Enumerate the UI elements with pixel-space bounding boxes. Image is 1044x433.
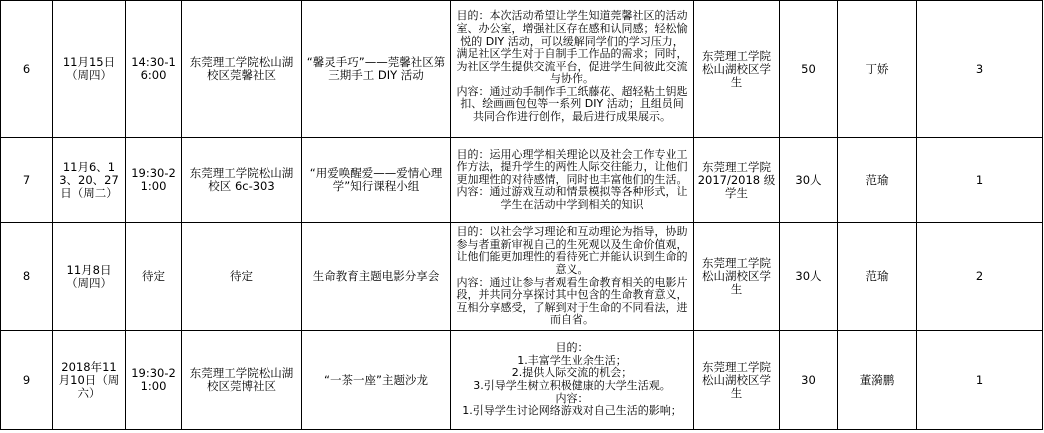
row-participants: 东莞理工学院松山湖校区学生 (694, 331, 780, 430)
description-purpose-heading: 目的： (555, 341, 589, 355)
row-count: 30人 (780, 223, 838, 331)
description-content: 内容：通过让参与者观看生命教育相关的电影片段，并共同分享探讨其中包含的生命教育意义，互相分享感受，了解到对于生命的不同看法，进而自省。 (456, 275, 688, 327)
row-description (451, 1, 694, 138)
row-participants: 东莞理工学院松山湖校区学生 (694, 223, 780, 331)
row-time: 19:30-21:00 (126, 331, 182, 430)
row-description (451, 331, 694, 430)
description-item: 3.引导学生树立积极健康的大学生活观。 (473, 379, 671, 392)
row-index: 8 (1, 223, 53, 331)
row-time: 14:30-16:00 (126, 1, 182, 138)
row-score: 1 (917, 331, 1043, 430)
row-leader: 董漪鹏 (838, 331, 917, 430)
description-item: 2.提供人际交流的机会； (511, 366, 633, 380)
description-purpose: 目的：以社会学习理论和互动理论为指导，协助参与者重新审视自己的生死观以及生命价值观，让他们能更加理性的看待死亡并能认识到生命的意义。 (456, 225, 688, 276)
row-participants: 东莞理工学院 2017/2018 级学生 (694, 138, 780, 223)
row-score: 1 (917, 138, 1043, 223)
row-score: 3 (917, 1, 1043, 138)
row-activity: “一茶一座”主题沙龙 (302, 331, 451, 430)
row-index: 9 (1, 331, 53, 430)
description-item: 1.丰富学生业余生活； (517, 353, 627, 367)
row-date: 2018年11月10日（周六） (53, 331, 126, 430)
row-description (451, 223, 694, 331)
row-date: 11月8日（周四） (53, 223, 126, 331)
row-location: 待定 (182, 223, 302, 331)
description-content: 内容：通过动手制作手工纸藤花、超轻粘土钥匙扣、绘画画包包等一系列 DIY 活动；且组员间共同合作进行创作，最后进行成果展示。 (456, 84, 688, 124)
row-time: 待定 (126, 223, 182, 331)
row-activity: “用爱唤醒爱——爱情心理学”知行课程小组 (302, 138, 451, 223)
row-leader: 范瑜 (838, 223, 917, 331)
row-time: 19:30-21:00 (126, 138, 182, 223)
row-date: 11月15日（周四） (53, 1, 126, 138)
description-content: 内容：通过游戏互动和情景模拟等各种形式，让学生在活动中学到相关的知识 (456, 185, 688, 211)
description-purpose: 目的：运用心理学相关理论以及社会工作专业工作方法，提升学生的两性人际交往能力，让他们更加理性的对待感情，同时也丰富他们的生活。 (456, 147, 688, 186)
row-index: 6 (1, 1, 53, 138)
table-row (1, 331, 1043, 430)
table-row (1, 223, 1043, 331)
description-purpose: 目的：本次活动希望让学生知道莞馨社区的活动室、办公室，增强社区存在感和认同感；轻松愉悦的 DIY 活动，可以缓解同学们的学习压力，满足社区学生对于自制手工作品的需求；同时，为社区学生提供交流平台，促进学生间彼此交流与协作。 (456, 9, 688, 86)
row-date: 11月6、13、20、27日（周二） (53, 138, 126, 223)
row-location: 东莞理工学院松山湖校区莞博社区 (182, 331, 302, 430)
row-leader: 范瑜 (838, 138, 917, 223)
row-count: 30人 (780, 138, 838, 223)
description-item: 1.引导学生讨论网络游戏对自己生活的影响； (462, 404, 682, 418)
row-location: 东莞理工学院松山湖校区 6c-303 (182, 138, 302, 223)
row-location: 东莞理工学院松山湖校区莞馨社区 (182, 1, 302, 138)
row-index: 7 (1, 138, 53, 223)
row-leader: 丁娇 (838, 1, 917, 138)
row-activity: “馨灵手巧”——莞馨社区第三期手工 DIY 活动 (302, 1, 451, 138)
row-activity: 生命教育主题电影分享会 (302, 223, 451, 331)
table-row (1, 1, 1043, 138)
row-count: 30 (780, 331, 838, 430)
row-count: 50 (780, 1, 838, 138)
row-participants: 东莞理工学院松山湖校区学生 (694, 1, 780, 138)
row-score: 2 (917, 223, 1043, 331)
table-row (1, 138, 1043, 223)
row-description (451, 138, 694, 223)
description-content-heading: 内容： (555, 391, 589, 405)
